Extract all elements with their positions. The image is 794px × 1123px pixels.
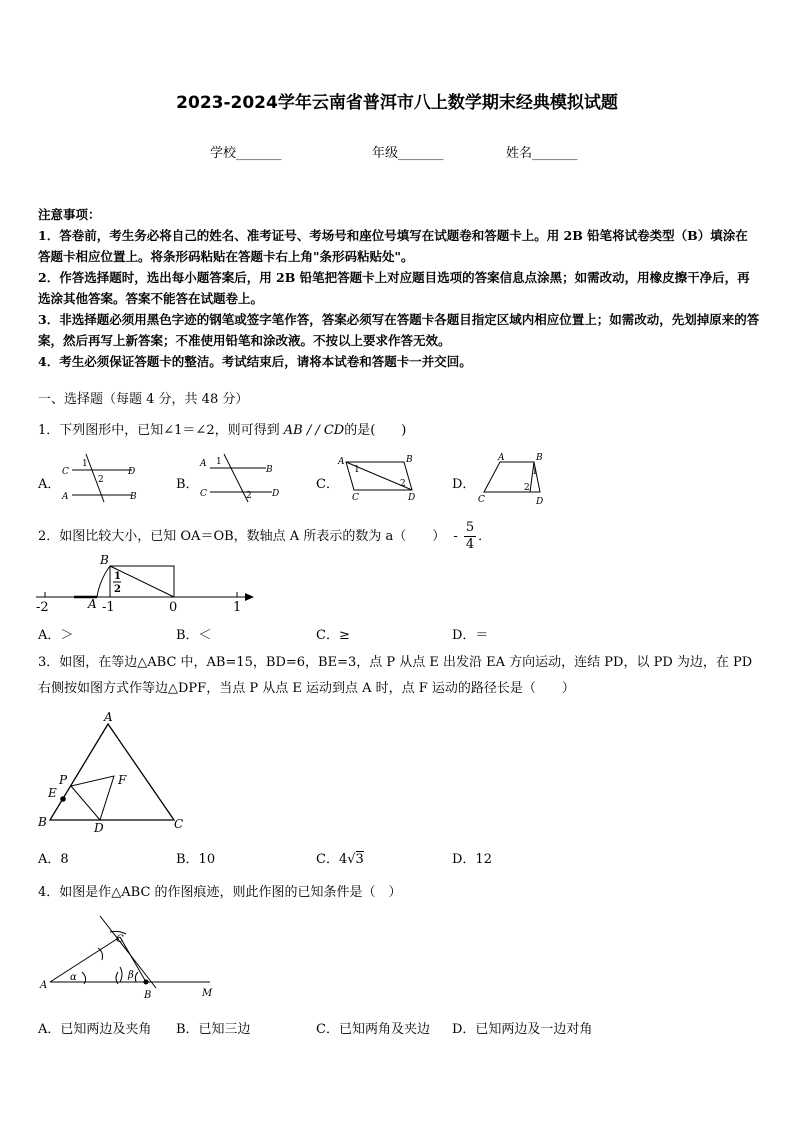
- nl-half-den: 2: [114, 584, 121, 595]
- svg-text:B: B: [266, 465, 273, 475]
- q4-label-b: B: [144, 990, 152, 1001]
- q3-label-d: D: [94, 821, 104, 835]
- svg-text:D: D: [272, 489, 280, 499]
- q1-option-b: B．: [176, 477, 199, 492]
- q2-stem: 2．如图比较大小，已知 OA＝OB，数轴点 A 所表示的数为 a（ ）: [38, 529, 446, 544]
- q1-stem-math: AB / / CD: [283, 423, 345, 438]
- nl-tick-0: 0: [169, 600, 178, 615]
- svg-text:1: 1: [532, 467, 538, 477]
- q2-frac-num: 5: [465, 520, 475, 535]
- note-item-3: 3．非选择题必须用黑色字迹的钢笔或签字笔作答，答案必须写在答题卡各题目指定区域内相应位置上；如需改动，先划掉原来的答案，然后再写上新答案；不准使用铅笔和涂改液。不按以上要求作答无效。: [38, 312, 760, 348]
- svg-text:2: 2: [524, 483, 530, 493]
- q2-option-c: C．≥: [316, 628, 350, 643]
- grade-field: 年级_______: [372, 146, 444, 161]
- q3-label-e: E: [48, 786, 57, 800]
- q1-stem-a: 1．下列图形中，已知∠1＝∠2，则可得到: [38, 423, 280, 438]
- q3-label-p: P: [59, 773, 68, 787]
- page-title: 2023-2024学年云南省普洱市八上数学期末经典模拟试题: [176, 93, 618, 113]
- q1-option-c: C．: [316, 477, 339, 492]
- q1-option-d: D．: [452, 477, 476, 492]
- note-item-1: 1．答卷前，考生务必将自己的姓名、准考证号、考场号和座位号填写在试题卷和答题卡上。用 2B 铅笔将试卷类型（B）填涂在答题卡相应位置上。将条形码粘贴在答题卡右上角"条形码粘贴处"。: [38, 228, 748, 264]
- svg-text:D: D: [536, 497, 544, 506]
- sqrt-icon: √: [347, 852, 356, 867]
- q4-construction-figure: [34, 912, 224, 1004]
- q4-option-b: B．已知三边: [176, 1022, 251, 1037]
- q3-option-c-label: C．4: [316, 852, 348, 867]
- q4-option-a: A．已知两边及夹角: [38, 1022, 152, 1037]
- q2-option-b: B．＜: [176, 628, 212, 643]
- q2-frac-den: 4: [465, 537, 475, 552]
- svg-text:C: C: [478, 495, 485, 505]
- q4-label-a: A: [40, 980, 48, 991]
- notes: [38, 204, 760, 372]
- nl-label-a: A: [88, 597, 97, 611]
- q4-option-c: C．已知两角及夹边: [316, 1022, 430, 1037]
- q4-label-m: M: [202, 988, 213, 999]
- q1-figure-b: [196, 452, 286, 502]
- q4-label-beta: β: [128, 970, 134, 981]
- svg-text:C: C: [352, 493, 359, 502]
- nl-tick--1: -1: [102, 600, 115, 615]
- svg-text:C: C: [200, 489, 207, 499]
- svg-text:2: 2: [246, 491, 252, 501]
- q2-number-line: [30, 552, 260, 616]
- svg-text:B: B: [536, 453, 543, 463]
- section-heading: 一、选择题（每题 4 分，共 48 分）: [38, 392, 249, 407]
- svg-text:C: C: [62, 467, 69, 477]
- svg-text:A: A: [200, 459, 207, 469]
- svg-text:A: A: [62, 492, 69, 502]
- nl-half-num: 1: [114, 571, 121, 582]
- nl-tick--2: -2: [36, 600, 49, 615]
- svg-text:B: B: [406, 455, 413, 465]
- q2-option-d: D．＝: [452, 628, 489, 643]
- school-field: 学校_______: [210, 146, 282, 161]
- question-3-stem: [38, 650, 760, 702]
- q2-fraction: [464, 520, 476, 553]
- q1-stem-b: 的是( ): [344, 423, 407, 438]
- note-item-4: 4．考生必须保证答题卡的整洁。考试结束后，请将本试卷和答题卡一并交回。: [38, 354, 472, 369]
- q3-line-1: 3．如图，在等边△ABC 中，AB=15，BD=6，BE=3，点 P 从点 E 出发沿 EA 方向运动，连结 PD，以 PD 为边，在 PD: [38, 655, 753, 670]
- svg-text:1: 1: [82, 459, 88, 469]
- q1-option-a: A．: [38, 477, 61, 492]
- q3-sqrt-val: 3: [355, 852, 364, 867]
- q3-option-a: A．8: [38, 852, 69, 867]
- q4-label-alpha: α: [70, 972, 77, 983]
- q2-option-a: A．＞: [38, 628, 74, 643]
- q3-option-d: D．12: [452, 852, 492, 867]
- q3-label-f: F: [118, 773, 127, 787]
- svg-text:1: 1: [354, 465, 360, 475]
- q3-option-c: [316, 848, 364, 867]
- question-2-stem: [38, 520, 760, 553]
- q3-label-b: B: [38, 815, 47, 829]
- svg-text:1: 1: [216, 457, 222, 467]
- q3-label-a: A: [104, 710, 113, 724]
- q4-label-c: C: [116, 934, 124, 945]
- svg-text:D: D: [128, 467, 136, 477]
- q4-option-d: D．已知两边及一边对角: [452, 1022, 593, 1037]
- q1-figure-c: [336, 452, 426, 502]
- name-field: 姓名_______: [506, 146, 578, 161]
- note-item-2: 2．作答选择题时，选出每小题答案后，用 2B 铅笔把答题卡上对应题目选项的答案信息点涂黑；如需改动，用橡皮擦干净后，再选涂其他答案。答案不能答在试题卷上。: [38, 270, 750, 306]
- nl-label-b: B: [100, 553, 109, 567]
- svg-text:A: A: [338, 457, 345, 467]
- q1-figure-a: [58, 452, 148, 502]
- q2-minus: -: [453, 529, 458, 544]
- svg-text:2: 2: [400, 479, 406, 489]
- svg-text:B: B: [130, 492, 137, 502]
- svg-text:D: D: [408, 493, 416, 502]
- question-1-stem: [38, 418, 760, 444]
- q3-option-b: B．10: [176, 852, 216, 867]
- notes-heading: 注意事项：: [38, 207, 101, 222]
- question-4-stem: 4．如图是作△ABC 的作图痕迹，则此作图的已知条件是（ ）: [38, 885, 402, 900]
- q1-figure-d: [474, 450, 574, 506]
- q3-line-2: 右侧按如图方式作等边△DPF，当点 P 从点 E 运动到点 A 时，点 F 运动的路径长是（ ）: [38, 681, 575, 696]
- svg-text:2: 2: [98, 475, 104, 485]
- q3-label-c: C: [174, 817, 184, 831]
- svg-text:A: A: [498, 453, 505, 463]
- nl-tick-1: 1: [233, 600, 242, 615]
- q2-period: ．: [478, 529, 492, 544]
- q3-triangle-figure: [34, 708, 194, 838]
